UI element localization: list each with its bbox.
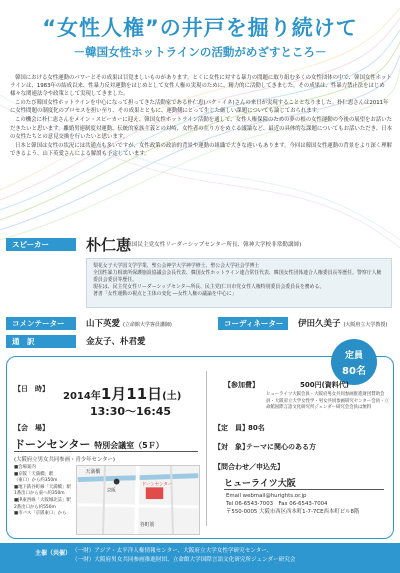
vertical-divider bbox=[206, 371, 207, 526]
access-line: ■JR東西線「大阪城北詰」駅 bbox=[14, 497, 71, 503]
intro-paragraph: 韓国における女性運動のパワーとその成果は目覚ましいものがあります。とくに女性に対する暴力の問題に取り組む多くの女性団体の中で、韓国女性ホットラインは、1983年の結成以来、性暴力反対運動をはじめとして女性人権の実現のために、精力的に活動してきました。その成果は、性暴力禁止法をはじめ様々な関連法令や政策として実現してきました。 bbox=[10, 75, 392, 98]
capacity-badge-line2: 80名 bbox=[342, 366, 366, 377]
access-line: ■市バス「京阪東口」から bbox=[14, 511, 67, 517]
venue-divider bbox=[14, 451, 198, 452]
date-day: (土) bbox=[162, 391, 182, 402]
bio-line: 梨花女子大学国文学学業、聖公会神学大学神学修士、聖公会大学社会学博士 bbox=[93, 263, 260, 269]
speaker-label: スピーカー bbox=[6, 238, 76, 251]
access-line: （東口）から約350m bbox=[14, 478, 58, 484]
commentator-label: コメンテーター bbox=[6, 317, 76, 330]
contact-tel: Tel 06-6543-7003 Fax 06-6543-7004 bbox=[226, 501, 328, 507]
target-value: テーマに関心のある方 bbox=[246, 443, 316, 451]
coordinator-name: 伊田久美子 bbox=[298, 319, 341, 329]
bio-line: 著書「女性運動の視点と主体の変化 ―女性人権の議論を中心に」 bbox=[93, 291, 237, 298]
venue-marker-icon bbox=[146, 487, 163, 499]
bio-line: 現在は、民主党女性リーダーシップセンター所長、民主党(仁川市党女性人権特別委員会委員長を務める。 bbox=[93, 284, 325, 291]
fee-note: ヒューライツ大阪会員・大阪府男女共同参画推進財団賛助会員・大阪府立大学女性学・男女共同参画研究センター会員・立命館国際言語文化研究所ジェンダー研究会会員は無料 bbox=[266, 392, 389, 411]
map-label-station: 天満橋 bbox=[85, 468, 101, 475]
access-line: 2番出口から約550m bbox=[14, 504, 56, 510]
coordinator-label: コーディネーター bbox=[218, 317, 288, 330]
page-title: “女性人権”の井戸を掘り続けて bbox=[42, 16, 358, 40]
contact-org: ヒューライツ大阪 bbox=[224, 479, 296, 489]
intro-paragraph: 日本と韓国は女性の状況には共通点も多いですが、女性政策の政治的背景や運動の組織で大きな違いもあります。今回は韓国女性運動の背景をより深く理解できるよう、山下英愛さんによる解説も予定しています。 bbox=[10, 142, 392, 157]
venue-label: 【会 場】 bbox=[14, 424, 49, 432]
contact-info bbox=[226, 492, 359, 516]
venue bbox=[14, 436, 164, 452]
map-label-street: 谷町筋 bbox=[139, 522, 155, 529]
capacity-label: 【定 員】 bbox=[214, 424, 249, 432]
bio-line: 全国性暴力相談所保護施設協議会会長代表、韓国女性ホットライン連合常任代表、韓国女性団体連合人権委員長等歴任。警察庁人権委員会委員等歴任。 bbox=[93, 270, 382, 284]
footer-line: （一財）大阪府男女共同参画推進財団、立命館大学国際言語文化研究所ジェンダー研究会 bbox=[72, 556, 296, 563]
footer-line: （一財）アジア・太平洋人権情報センター、大阪府立大学女性学研究センター、 bbox=[72, 548, 273, 554]
commentator-name: 山下英愛 bbox=[86, 319, 121, 329]
venue-room: 特別会議室（5Ｆ） bbox=[94, 441, 164, 450]
coordinator-affiliation: (大阪府立大学教授) bbox=[343, 322, 388, 328]
intro-paragraph: このたび韓国女性ホットラインを中心になって担ってきた活動家である朴仁恵(パク・イネ)さんの来日が実現することとなりました。朴仁恵さんは2011年に女性問題の制度化のプロセスを担い至り、その成果とともに、運動側にとって生じた厳しい課題についても論じておられます。 bbox=[10, 100, 389, 115]
map-label-venue: ドーンセンター bbox=[141, 482, 173, 488]
speaker-name: 朴仁恵 bbox=[86, 236, 132, 254]
station-icon bbox=[114, 479, 120, 485]
translation-label: 通 訳 bbox=[6, 335, 76, 348]
intro-text bbox=[10, 74, 392, 159]
event-time: 13:30～16:45 bbox=[90, 405, 172, 418]
commentator-affiliation: (立命館大学客員講師) bbox=[122, 322, 172, 328]
event-date bbox=[63, 383, 181, 404]
capacity-badge bbox=[331, 339, 377, 385]
capacity-badge-line1: 定員 bbox=[344, 351, 363, 361]
translation-names: 金友子、朴君愛 bbox=[86, 337, 146, 347]
venue-address: (大阪府立男女共同参画・青少年センター) bbox=[14, 457, 116, 463]
speaker-affiliation: (韓国民主党女性リーダーシップセンター所長、韓神大学校非常勤講師) bbox=[124, 242, 302, 248]
date-label: 【日 時】 bbox=[14, 385, 49, 393]
footer-organizers bbox=[0, 543, 400, 573]
access-title: ■会場案内 bbox=[14, 465, 36, 470]
access-line: ■京阪「天満橋」駅 bbox=[14, 471, 54, 477]
access-area bbox=[14, 465, 202, 535]
access-line: ■地下鉄谷町線「天満橋」駅 bbox=[14, 484, 71, 490]
date-year: 2014年 bbox=[63, 391, 101, 402]
fee-label: 【参加費】 bbox=[224, 381, 259, 389]
page-subtitle: －韓国女性ホットラインの活動がめざすところ－ bbox=[73, 45, 327, 59]
venue-map bbox=[76, 465, 200, 535]
footer-label: 主催（共催） bbox=[35, 550, 72, 557]
intro-paragraph: この機会に朴仁恵さんをメイン・スピーカーに迎え、韓国女性ホットライン活動を通して、女性人権保障のための夢の根の女性運動の今後の展望をお話いただきたいと思います。離婚男連制度対運動、伝統的家族主義との対峙、女性者の在り方をめぐる議論など、最近の具体的な課題についてもお話いただき、日本の女性たちとの意見交換を行いたいと思います。 bbox=[10, 117, 392, 140]
coordinator bbox=[298, 317, 387, 329]
fee-value: 500円(資料代) bbox=[300, 381, 350, 389]
contact-address: 〒550-0005 大阪市西区西本町1-7-7CE西本町ビル8階 bbox=[226, 509, 360, 515]
capacity-value: 80名 bbox=[248, 424, 265, 432]
contact-divider bbox=[224, 489, 384, 490]
contact-email[interactable]: Email webmail@hurights.or.jp bbox=[226, 493, 307, 499]
date-main: 1月11日 bbox=[100, 385, 163, 403]
venue-name: ドーンセンター bbox=[14, 438, 91, 451]
access-legend bbox=[14, 465, 72, 518]
target-label: 【対 象】 bbox=[214, 443, 249, 451]
speaker-bio bbox=[86, 258, 392, 308]
footer-lines bbox=[72, 547, 295, 564]
map-label-keihan: 京阪 bbox=[106, 488, 116, 494]
commentator bbox=[86, 317, 172, 329]
contact-label: 【問合わせ／申込先】 bbox=[214, 463, 284, 471]
access-line: 1番出口から東へ約350m bbox=[14, 491, 65, 497]
